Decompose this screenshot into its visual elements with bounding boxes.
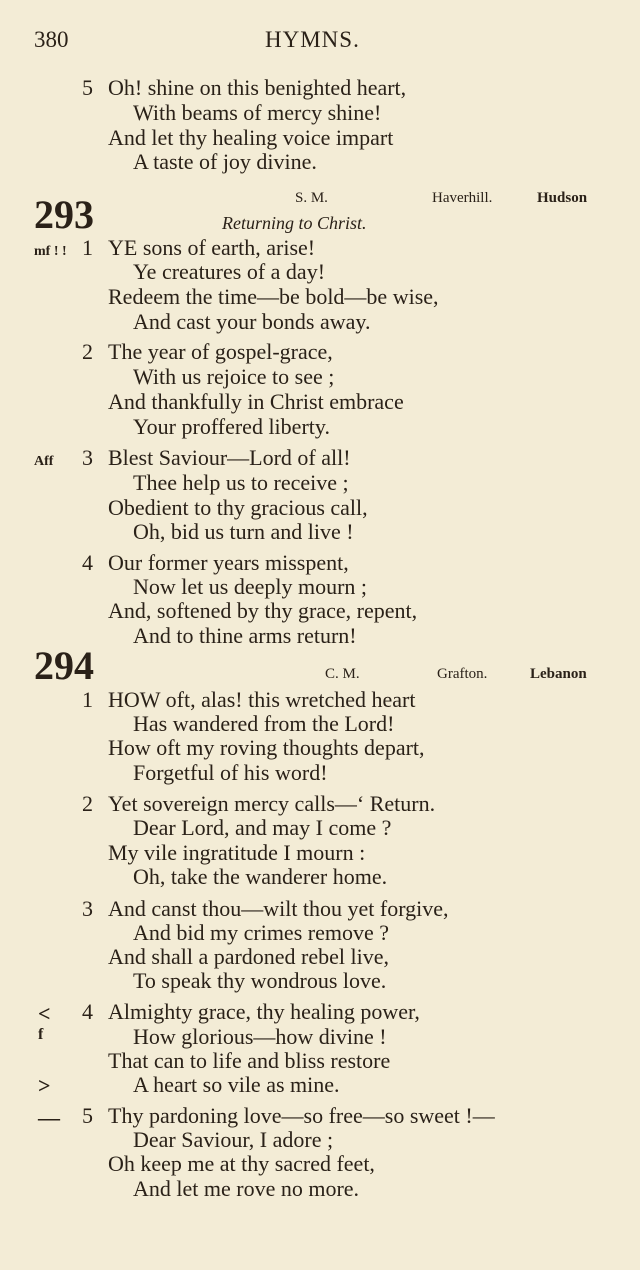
verse-line: Thee help us to receive ;	[133, 470, 349, 495]
stanza-number: 2	[82, 339, 93, 364]
verse-line: Now let us deeply mourn ;	[133, 574, 368, 599]
verse-line: And let thy healing voice impart	[108, 125, 394, 150]
stanza-number: 5	[82, 75, 93, 100]
verse-line: And bid my crimes remove ?	[133, 920, 389, 945]
tune-name: Lebanon	[530, 666, 587, 682]
verse-line: Has wandered from the Lord!	[133, 711, 395, 736]
verse-line: How glorious—how divine !	[133, 1024, 387, 1049]
verse-line: Almighty grace, thy healing power,	[108, 999, 420, 1024]
tune-name: Haverhill.	[432, 190, 493, 206]
dynamic-mark: <	[38, 1001, 51, 1026]
running-title: HYMNS.	[265, 27, 360, 52]
verse-line: And let me rove no more.	[133, 1176, 360, 1201]
stanza-number: 1	[82, 235, 93, 260]
verse-line: To speak thy wondrous love.	[133, 968, 387, 993]
dynamic-mark: —	[38, 1105, 60, 1130]
hymn-number: 294	[34, 643, 94, 688]
verse-line: And cast your bonds away.	[133, 309, 371, 334]
hymn-number: 293	[34, 192, 94, 237]
verse-line: Oh! shine on this benighted heart,	[108, 75, 407, 100]
dynamic-mark: mf ! !	[34, 244, 67, 259]
verse-line: Oh, bid us turn and live !	[133, 519, 354, 544]
stanza-number: 1	[82, 687, 93, 712]
verse-line: Oh keep me at thy sacred feet,	[108, 1151, 375, 1176]
meter: S. M.	[295, 190, 328, 206]
verse-line: And shall a pardoned rebel live,	[108, 944, 390, 969]
verse-line: Our former years misspent,	[108, 550, 349, 575]
verse-line: With beams of mercy shine!	[133, 100, 382, 125]
dynamic-mark: f	[38, 1026, 44, 1043]
verse-line: The year of gospel-grace,	[108, 339, 333, 364]
stanza-number: 3	[82, 896, 93, 921]
tune-name: Hudson	[537, 190, 588, 206]
verse-line: Dear Lord, and may I come ?	[133, 815, 392, 840]
stanza-number: 2	[82, 791, 93, 816]
tune-name: Grafton.	[437, 666, 488, 682]
verse-line: HOW oft, alas! this wretched heart	[108, 687, 416, 712]
hymn-subtitle: Returning to Christ.	[222, 213, 367, 233]
verse-line: Blest Saviour—Lord of all!	[108, 445, 351, 470]
verse-line: YE sons of earth, arise!	[108, 235, 316, 260]
stanza-number: 4	[82, 999, 93, 1024]
meter: C. M.	[325, 666, 360, 682]
verse-line: Dear Saviour, I adore ;	[133, 1127, 334, 1152]
verse-line: And canst thou—wilt thou yet forgive,	[108, 896, 449, 921]
verse-line: Obedient to thy gracious call,	[108, 495, 368, 520]
dynamic-mark: Aff	[34, 454, 54, 469]
verse-line: And to thine arms return!	[133, 623, 357, 648]
verse-line: With us rejoice to see ;	[133, 364, 335, 389]
verse-line: Ye creatures of a day!	[133, 259, 326, 284]
verse-line: Redeem the time—be bold—be wise,	[108, 284, 439, 309]
verse-line: My vile ingratitude I mourn :	[108, 840, 366, 865]
page-number: 380	[34, 27, 69, 52]
verse-line: And, softened by thy grace, repent,	[108, 598, 418, 623]
verse-line: Your proffered liberty.	[133, 414, 330, 439]
verse-line: Oh, take the wanderer home.	[133, 864, 388, 889]
verse-line: Yet sovereign mercy calls—‘ Return.	[108, 791, 436, 816]
verse-line: Forgetful of his word!	[133, 760, 328, 785]
verse-line: And thankfully in Christ embrace	[108, 389, 404, 414]
verse-line: A taste of joy divine.	[133, 149, 317, 174]
verse-line: How oft my roving thoughts depart,	[108, 735, 425, 760]
stanza-number: 5	[82, 1103, 93, 1128]
verse-line: Thy pardoning love—so free—so sweet !—	[108, 1103, 495, 1128]
verse-line: A heart so vile as mine.	[133, 1072, 340, 1097]
verse-line: That can to life and bliss restore	[108, 1048, 391, 1073]
dynamic-mark: >	[38, 1073, 51, 1098]
stanza-number: 3	[82, 445, 93, 470]
stanza-number: 4	[82, 550, 93, 575]
